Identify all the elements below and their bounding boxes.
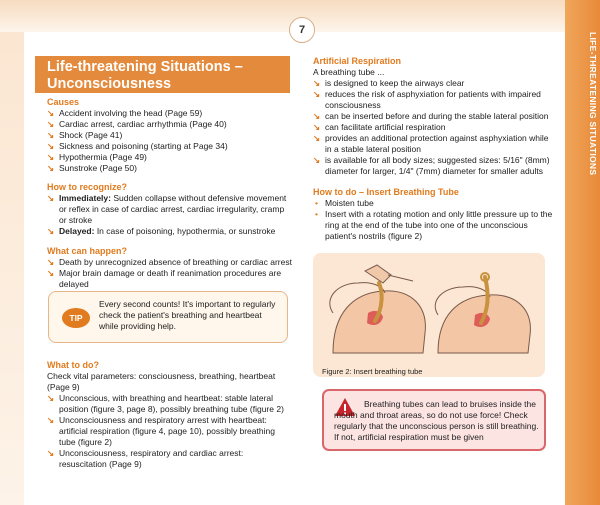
bullet-icon: • <box>315 198 318 208</box>
list-item: ↘ Cardiac arrest, cardiac arrhythmia (Page 40) <box>47 119 227 129</box>
arrow-icon: ↘ <box>47 268 55 278</box>
list-item: ↘ Immediately: Sudden collapse without defensive movement or reflex in case of cardiac arrest, cardiac irregularity, cramp or stroke <box>47 193 287 225</box>
tip-text: Every second counts! It's important to regularly check the patient's breathing and heartbeat while providing help. <box>99 299 276 331</box>
page-title <box>47 59 243 93</box>
insert-heading: How to do – Insert Breathing Tube <box>313 187 459 197</box>
list-item: ↘ can be inserted before and during the stable lateral position <box>313 111 549 121</box>
left-band <box>0 32 24 505</box>
top-band <box>0 0 565 32</box>
title-box <box>35 56 290 93</box>
list-item: ↘ Hypothermia (Page 49) <box>47 152 147 162</box>
arrow-icon: ↘ <box>313 155 321 165</box>
arrow-icon: ↘ <box>47 108 55 118</box>
list-item: ↘ provides an additional protection against asphyxiation while in a stable lateral position <box>313 133 549 154</box>
section-side-tab[interactable] <box>565 0 600 505</box>
arrow-icon: ↘ <box>47 163 55 173</box>
respiration-heading: Artificial Respiration <box>313 56 402 66</box>
list-item: ↘ Shock (Page 41) <box>47 130 123 140</box>
list-item: • Moisten tube <box>315 198 374 208</box>
list-item: ↘ can facilitate artificial respiration <box>313 122 446 132</box>
list-item: ↘ reduces the risk of asphyxiation for patients with impaired consciousness <box>313 89 541 110</box>
arrow-icon: ↘ <box>47 226 55 236</box>
tip-callout <box>48 291 288 343</box>
causes-heading: Causes <box>47 97 80 107</box>
warning-text: Breathing tubes can lead to bruises inside the mouth and throat areas, so do not use force! Check regularly that the unconscious person is still breathing. If not, artificial respiration must be given <box>334 399 539 442</box>
arrow-icon: ↘ <box>313 122 321 132</box>
arrow-icon: ↘ <box>47 415 55 425</box>
bullet-icon: • <box>315 209 318 219</box>
arrow-icon: ↘ <box>47 119 55 129</box>
list-item: ↘ Major brain damage or death if reanimation procedures are delayed <box>47 268 282 289</box>
page-title-line1: Life-threatening Situations – <box>47 59 243 75</box>
page-number: 7 <box>289 17 315 43</box>
arrow-icon: ↘ <box>313 89 321 99</box>
figure-2 <box>313 253 545 377</box>
arrow-icon: ↘ <box>47 393 55 403</box>
arrow-icon: ↘ <box>47 130 55 140</box>
figure-caption: Figure 2: Insert breathing tube <box>322 367 423 376</box>
todo-intro: Check vital parameters: consciousness, breathing, heartbeat (Page 9) <box>47 371 276 392</box>
list-item: • Insert with a rotating motion and only little pressure up to the ring at the end of the tube into one of the unconscious patient's nostrils (figure 2) <box>315 209 553 241</box>
list-item: ↘ Accident involving the head (Page 59) <box>47 108 203 118</box>
todo-heading: What to do? <box>47 360 99 370</box>
list-item: ↘ Sickness and poisoning (starting at Page 34) <box>47 141 228 151</box>
tip-badge: TIP <box>62 308 90 328</box>
list-item: ↘ is designed to keep the airways clear <box>313 78 465 88</box>
happen-heading: What can happen? <box>47 246 128 256</box>
side-tab-label: LIFE-THREATENING SITUATIONS <box>588 32 598 176</box>
list-item: ↘ Delayed: In case of poisoning, hypothermia, or sunstroke <box>47 226 276 236</box>
list-item: ↘ Unconsciousness, respiratory and cardiac arrest: resuscitation (Page 9) <box>47 448 244 469</box>
left-column <box>47 96 292 290</box>
breathing-tube-illustration <box>313 253 545 363</box>
arrow-icon: ↘ <box>47 448 55 458</box>
arrow-icon: ↘ <box>47 152 55 162</box>
list-item: ↘ Death by unrecognized absence of breathing or cardiac arrest <box>47 257 292 267</box>
arrow-icon: ↘ <box>47 141 55 151</box>
recognize-heading: How to recognize? <box>47 182 128 192</box>
list-item: ↘ is available for all body sizes; suggested sizes: 5/16" (8mm) diameter for larger, 1/4" (7mm) diameter for smaller adults <box>313 155 550 176</box>
arrow-icon: ↘ <box>313 111 321 121</box>
respiration-intro: A breathing tube ... <box>313 67 385 77</box>
list-item: ↘ Unconsciousness and respiratory arrest with heartbeat: artificial respiration (figure 4, page 10), possibly breathing tube (figure 2) <box>47 415 275 447</box>
arrow-icon: ↘ <box>47 193 55 203</box>
warning-callout <box>322 389 546 451</box>
list-item: ↘ Sunstroke (Page 50) <box>47 163 137 173</box>
arrow-icon: ↘ <box>313 133 321 143</box>
todo-section <box>47 359 292 470</box>
page-title-line2: Unconsciousness <box>47 76 172 92</box>
causes-list <box>47 108 292 174</box>
arrow-icon: ↘ <box>47 257 55 267</box>
right-column <box>313 55 553 242</box>
arrow-icon: ↘ <box>313 78 321 88</box>
list-item: ↘ Unconscious, with breathing and heartbeat: stable lateral position (figure 3, page 8), possibly breathing tube (figure 2) <box>47 393 284 414</box>
